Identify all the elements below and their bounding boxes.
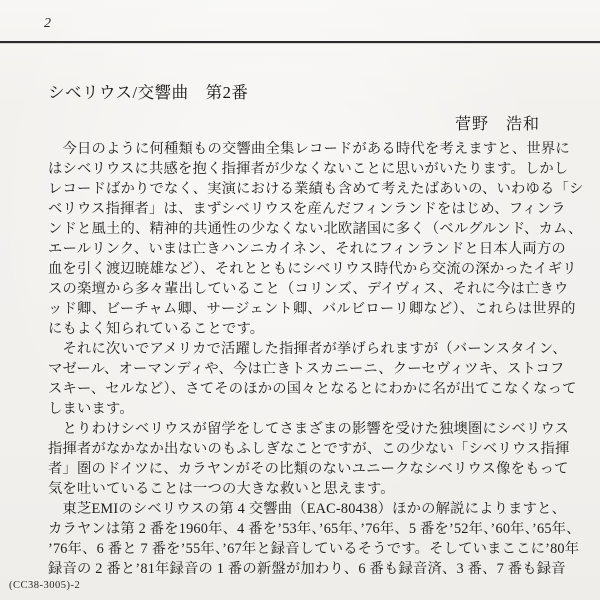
body-line: はシベリウスに共感を抱く指揮者が少なくないことに思いがいたります。しかし — [48, 161, 569, 177]
body-line: ンドと風土的、精神的共通性の少なくない北欧諸国に多く（ベルグルンド、カム、 — [48, 221, 583, 237]
body-line: カラヤンは第 2 番を1960年、4 番を’53年、’65年、’76年、5 番を’52年、’60年、’65年、 — [48, 521, 581, 537]
article-author: 菅野 浩和 — [455, 116, 541, 133]
body-line: ッド卿、ビーチャム卿、サージェント卿、バルビローリ卿など）、これらは世界的 — [48, 301, 576, 317]
body-line: ベリウス指揮者」は、まずシベリウスを産んだフィンランドをはじめ、フィンラ — [48, 201, 566, 217]
body-line: しまいます。 — [48, 401, 134, 417]
body-line: それに次いでアメリカで活躍した指揮者が挙げられますが（バーンスタイン、 — [48, 341, 567, 357]
body-line: 今日のように何種類もの交響曲全集レコードがある時代を考えますと、世界に — [48, 141, 570, 157]
body-line: エールリンク、いまは亡きハンニカイネン、それにフィンランドと日本人両方の — [48, 241, 566, 257]
page-number: 2 — [44, 16, 51, 31]
body-line: にもよく知られていることです。 — [48, 321, 265, 337]
body-line: 指揮者がなかなか出ないのもふしぎなことですが、この少ない「シベリウス指揮 — [48, 441, 570, 457]
body-line: 血を引く渡辺暁雄など）、それとともにシベリウス時代から交流の深かったイギリ — [48, 261, 577, 277]
body-line: 東芝EMIのシベリウスの第 4 交響曲（EAC-80438）ほかの解説によりますと、 — [48, 501, 567, 517]
body-line: スの楽壇から多々輩出していること（コリンズ、デイヴィス、それに今は亡きウ — [48, 281, 569, 297]
body-line: ’76年、6 番と 7 番を’55年、’67年と録音しているそうです。そしていまここに’80年 — [48, 541, 580, 557]
article-title: シベリウス/交響曲 第2番 — [48, 83, 249, 102]
body-line: 気を吐いていることは一つの大きな救いと思えます。 — [48, 481, 395, 497]
catalog-number: (CC38-3005)-2 — [9, 580, 81, 591]
body-line: スキー、セルなど）、さてそのほかの国々となるとにわかに名が出てこなくなって — [48, 381, 577, 397]
body-line: 録音の 2 番と’81年録音の 1 番の新盤が加わり、6 番も録音済、3 番、7 番も録音 — [48, 561, 566, 577]
body-line: マゼール、オーマンディや、今は亡きトスカニーニ、クーセヴィツキ、ストコフ — [48, 361, 565, 377]
article-body — [48, 139, 584, 579]
header-rule — [0, 41, 600, 43]
body-line: 者」圏のドイツに、カラヤンがその比類のないユニークなシベリウス像をもって — [48, 461, 569, 477]
body-line: とりわけシベリウスが留学をしてさまざまの影響を受けた独墺圏にシベリウス — [48, 421, 570, 437]
body-line: レコードばかりでなく、実演における業績も含めて考えたばあいの、いわゆる「シ — [48, 181, 584, 197]
